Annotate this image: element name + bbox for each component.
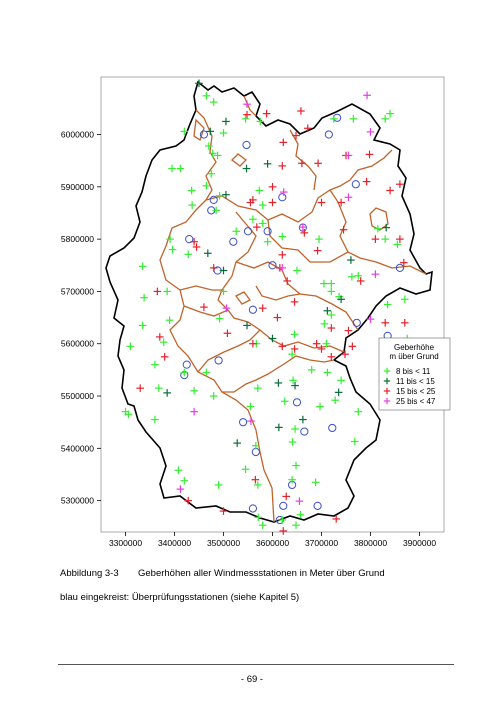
y-tick-label: 5300000 (60, 495, 94, 506)
station-marker-3 (291, 298, 299, 306)
station-marker-1 (348, 273, 356, 281)
station-marker-3 (301, 229, 309, 237)
station-marker-1 (210, 392, 218, 400)
station-marker-3 (279, 527, 287, 535)
station-marker-1 (308, 366, 316, 374)
x-tick-label: 3600000 (255, 538, 290, 548)
station-marker-4 (190, 408, 198, 416)
review-circle (352, 181, 359, 188)
germany-outline (106, 82, 432, 522)
station-marker-1 (289, 377, 297, 385)
review-circle (183, 361, 190, 368)
legend-title-line2: m über Grund (389, 352, 439, 361)
station-marker-2 (220, 267, 228, 275)
station-marker-1 (220, 129, 228, 137)
figure-caption (60, 568, 385, 579)
review-circle (244, 228, 251, 235)
station-marker-1 (259, 521, 267, 529)
station-marker-3 (314, 247, 322, 255)
station-marker-3 (224, 329, 232, 337)
station-marker-1 (256, 118, 264, 126)
station-marker-4 (243, 100, 251, 108)
y-tick-label: 5400000 (60, 443, 94, 454)
x-tick-label: 3800000 (353, 538, 388, 548)
station-marker-2 (335, 389, 343, 397)
x-tick-label: 3400000 (157, 538, 192, 548)
station-marker-1 (316, 403, 324, 411)
station-marker-3 (386, 187, 394, 195)
station-marker-1 (291, 425, 299, 433)
state-boundaries (160, 96, 426, 522)
station-marker-1 (381, 235, 389, 243)
y-tick-label: 5500000 (60, 391, 94, 402)
station-marker-3 (274, 314, 282, 322)
y-axis (61, 130, 101, 506)
caption-number: Abbildung 3-3 (60, 568, 119, 579)
review-circle (353, 319, 360, 326)
station-marker-1 (264, 238, 272, 246)
station-marker-1 (292, 462, 300, 470)
station-marker-1 (232, 227, 240, 235)
review-circle (280, 502, 287, 509)
station-marker-1 (374, 225, 382, 233)
station-marker-1 (188, 201, 196, 209)
station-marker-3 (253, 223, 261, 231)
station-marker-1 (188, 187, 196, 195)
station-marker-1 (351, 438, 359, 446)
station-marker-3 (381, 319, 389, 327)
station-marker-3 (269, 199, 277, 207)
station-marker-3 (243, 111, 251, 119)
station-marker-1 (331, 396, 339, 404)
station-marker-1 (168, 165, 176, 173)
station-marker-1 (255, 187, 263, 195)
caption-title: Geberhöhen aller Windmessstationen in Meter über Grund (138, 568, 385, 579)
legend-entry-3: 15 bis < 25 (396, 387, 436, 396)
station-marker-1 (215, 481, 223, 489)
station-marker-1 (401, 295, 409, 303)
legend-entry-4: 25 bis < 47 (396, 397, 436, 406)
station-marker-1 (254, 384, 262, 392)
station-marker-2 (291, 382, 299, 390)
legend (379, 338, 450, 410)
station-marker-1 (139, 322, 147, 330)
station-marker-1 (350, 115, 358, 123)
station-marker-1 (242, 115, 250, 123)
station-marker-3 (136, 384, 144, 392)
station-marker-1 (151, 416, 159, 424)
station-marker-3 (283, 277, 291, 285)
station-marker-2 (382, 224, 390, 232)
station-marker-1 (324, 369, 332, 377)
station-marker-1 (177, 165, 185, 173)
station-marker-2 (275, 424, 283, 432)
x-tick-label: 3300000 (108, 538, 143, 548)
station-marker-1 (175, 466, 183, 474)
footer-rule (58, 664, 454, 665)
station-marker-1 (384, 301, 392, 309)
station-marker-3 (279, 162, 287, 170)
station-marker-2 (163, 389, 171, 397)
station-marker-1 (155, 384, 163, 392)
legend-title-line1: Geberhöhe (393, 343, 435, 352)
station-marker-4 (280, 188, 288, 196)
station-marker-3 (298, 159, 306, 167)
y-tick-label: 5600000 (60, 338, 94, 349)
station-marker-3 (210, 264, 218, 272)
station-marker-3 (263, 110, 271, 118)
station-marker-1 (203, 92, 211, 100)
review-circle (230, 238, 237, 245)
station-marker-3 (328, 324, 336, 332)
station-marker-3 (249, 340, 257, 348)
y-tick-label: 5700000 (60, 286, 94, 297)
station-marker-1 (254, 514, 262, 522)
x-axis (109, 532, 436, 548)
station-marker-2 (347, 256, 355, 264)
x-tick-label: 3700000 (304, 538, 339, 548)
station-marker-1 (328, 288, 336, 296)
review-circle (249, 306, 256, 313)
station-marker-1 (259, 201, 267, 209)
review-circle (249, 505, 256, 512)
station-marker-1 (291, 331, 299, 339)
station-marker-3 (314, 159, 322, 167)
station-marker-1 (181, 477, 189, 485)
station-marker-1 (259, 220, 267, 228)
station-marker-1 (320, 280, 328, 288)
station-marker-1 (321, 320, 329, 328)
station-marker-3 (304, 124, 312, 132)
review-circle (279, 194, 286, 201)
station-marker-4 (296, 497, 304, 505)
station-marker-3 (259, 304, 267, 312)
station-marker-2 (264, 160, 272, 168)
station-marker-3 (156, 333, 164, 341)
review-circle (314, 502, 321, 509)
station-marker-1 (163, 288, 171, 296)
station-marker-3 (279, 251, 287, 259)
station-marker-3 (282, 493, 290, 501)
station-marker-3 (337, 199, 345, 207)
station-marker-3 (313, 340, 321, 348)
station-marker-1 (184, 250, 192, 258)
station-marker-1 (190, 387, 198, 395)
station-marker-1 (354, 408, 362, 416)
station-marker-1 (328, 311, 336, 319)
station-marker-3 (372, 235, 380, 243)
station-marker-3 (396, 180, 404, 188)
station-marker-1 (279, 233, 287, 241)
review-circle (210, 196, 217, 203)
station-marker-1 (315, 235, 323, 243)
station-marker-3 (349, 343, 357, 351)
station-marker-1 (166, 316, 174, 324)
station-marker-3 (161, 353, 169, 361)
review-circle (215, 357, 222, 364)
review-circle (325, 131, 332, 138)
station-marker-4 (367, 128, 375, 136)
station-marker-1 (337, 377, 345, 385)
station-marker-1 (328, 280, 336, 288)
station-marker-2 (243, 165, 251, 173)
station-marker-3 (345, 327, 353, 335)
station-marker-2 (299, 416, 307, 424)
station-marker-3 (318, 199, 326, 207)
station-marker-2 (324, 307, 332, 315)
review-circle (240, 419, 247, 426)
station-marker-3 (363, 178, 371, 186)
station-marker-2 (275, 379, 283, 387)
station-marker-1 (292, 521, 300, 529)
review-circle (243, 141, 250, 148)
legend-entry-1: 8 bis < 11 (396, 367, 431, 376)
station-marker-1 (281, 397, 289, 405)
x-tick-label: 3500000 (206, 538, 241, 548)
station-marker-4 (372, 270, 380, 278)
station-marker-1 (140, 294, 148, 302)
station-marker-2 (233, 439, 241, 447)
review-circle (329, 424, 336, 431)
review-circle (334, 114, 341, 121)
station-marker-1 (381, 115, 389, 123)
station-marker-2 (222, 118, 230, 126)
station-marker-3 (269, 183, 277, 191)
station-marker-4 (345, 193, 353, 201)
station-marker-1 (293, 267, 301, 275)
station-marker-3 (154, 288, 162, 296)
legend-entry-2: 11 bis < 15 (396, 377, 435, 386)
y-tick-label: 6000000 (60, 129, 94, 140)
review-circle (301, 428, 308, 435)
station-marker-1 (289, 438, 297, 446)
station-marker-4 (177, 485, 185, 493)
station-marker-1 (181, 369, 189, 377)
page-number: - 69 - (240, 674, 264, 685)
review-circle (293, 399, 300, 406)
station-marker-1 (210, 98, 218, 106)
station-marker-1 (139, 263, 147, 271)
station-marker-3 (279, 139, 287, 147)
station-marker-1 (169, 246, 177, 254)
station-marker-4 (367, 315, 375, 323)
station-marker-3 (400, 259, 408, 267)
station-marker-3 (401, 319, 409, 327)
station-marker-3 (297, 107, 305, 115)
x-tick-label: 3900000 (402, 538, 437, 548)
caption-note: blau eingekreist: Überprüfungsstationen (siehe Kapitel 5) (60, 592, 300, 603)
station-marker-1 (127, 343, 135, 351)
station-marker-1 (151, 361, 159, 369)
station-marker-1 (207, 170, 215, 178)
station-marker-1 (312, 479, 320, 487)
station-marker-3 (200, 303, 208, 311)
station-marker-1 (160, 338, 168, 346)
station-marker-1 (249, 215, 257, 223)
station-marker-2 (204, 249, 212, 257)
y-tick-label: 5800000 (60, 234, 94, 245)
station-marker-1 (242, 465, 250, 473)
station-marker-3 (366, 151, 374, 159)
station-marker-1 (216, 315, 224, 323)
station-marker-1 (386, 110, 394, 118)
y-tick-label: 5900000 (60, 181, 94, 192)
review-circle (264, 228, 271, 235)
station-marker-4 (363, 92, 371, 100)
